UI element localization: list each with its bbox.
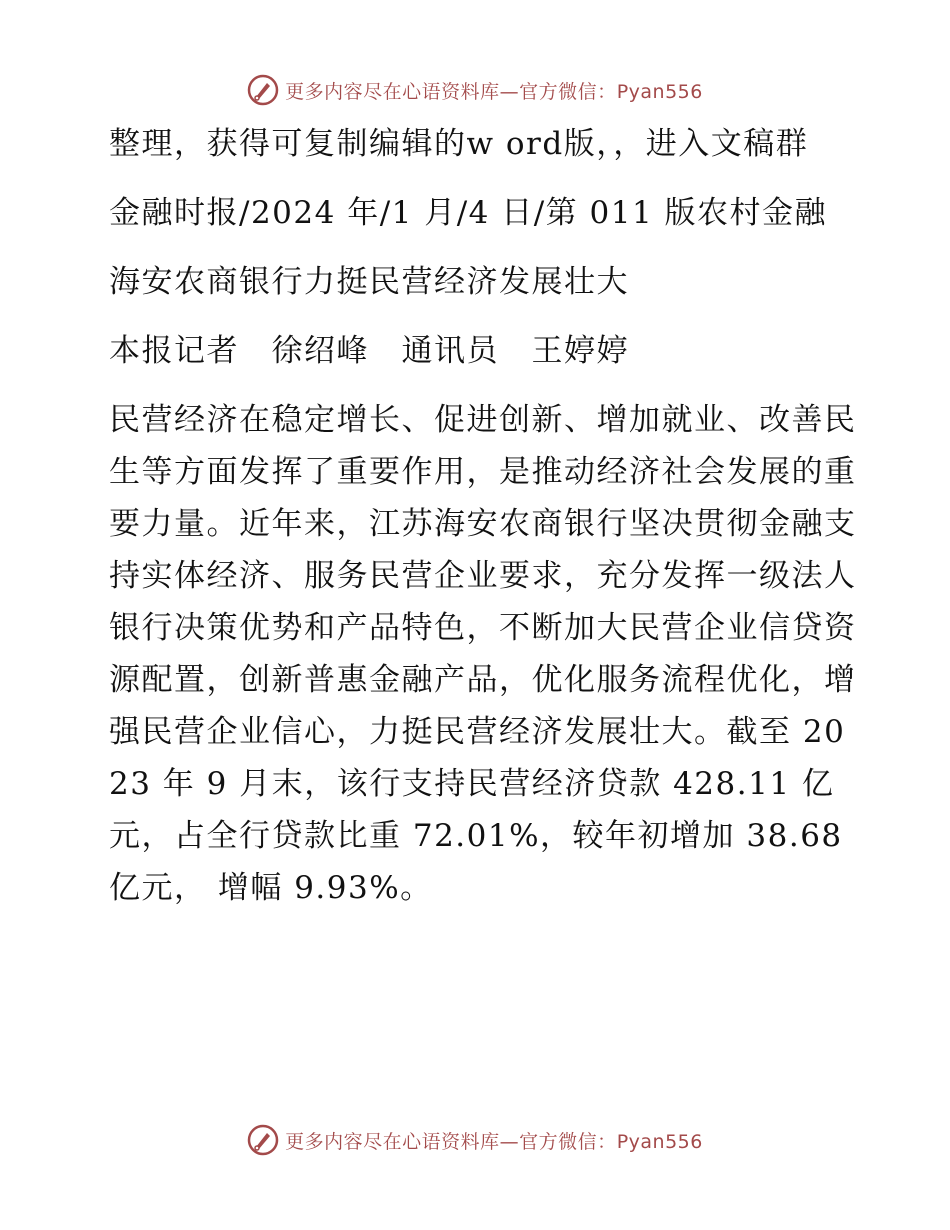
- watermark-text: [285, 1127, 703, 1154]
- watermark-wechat-id: Pyan556: [616, 80, 703, 103]
- watermark-banner-bottom: [0, 1120, 950, 1160]
- source-line: 金融时报/2024 年/1 月/4 日/第 011 版农村金融: [109, 195, 828, 231]
- watermark-separator: —: [499, 1130, 520, 1153]
- pen-logo-icon: [247, 74, 279, 106]
- article-body: 民营经济在稳定增长、促进创新、增加就业、改善民生等方面发挥了重要作用，是推动经济社会发展的重要力量。近年来，江苏海安农商银行坚决贯彻金融支持实体经济、服务民营企业要求，充分发挥一级法人银行决策优势和产品特色，不断加大民营企业信贷资源配置，创新普惠金融产品，优化服务流程优化，增强民营企业信心，力挺民营经济发展壮大。截至 2023 年 9 月末，该行支持民营经济贷款 428.11 亿元，占全行贷款比重 72.01%，较年初增加 38.68 亿元， 增幅 9.93%。: [109, 402, 857, 906]
- article-headline: 海安农商银行力挺民营经济发展壮大: [109, 264, 629, 300]
- watermark-text: [285, 77, 703, 104]
- article-byline: 本报记者 徐绍峰 通讯员 王婷婷: [109, 333, 629, 369]
- watermark-wechat-label: 官方微信：: [519, 1130, 617, 1153]
- watermark-wechat-id: Pyan556: [616, 1130, 703, 1153]
- watermark-banner-top: [0, 70, 950, 110]
- watermark-separator: —: [499, 80, 520, 103]
- watermark-main-text: 更多内容尽在心语资料库: [285, 80, 500, 103]
- watermark-wechat-label: 官方微信：: [519, 80, 617, 103]
- pen-logo-icon: [247, 1124, 279, 1156]
- intro-line: 整理，获得可复制编辑的w ord版，，进入文稿群: [109, 126, 809, 162]
- watermark-main-text: 更多内容尽在心语资料库: [285, 1130, 500, 1153]
- document-content: [97, 118, 857, 914]
